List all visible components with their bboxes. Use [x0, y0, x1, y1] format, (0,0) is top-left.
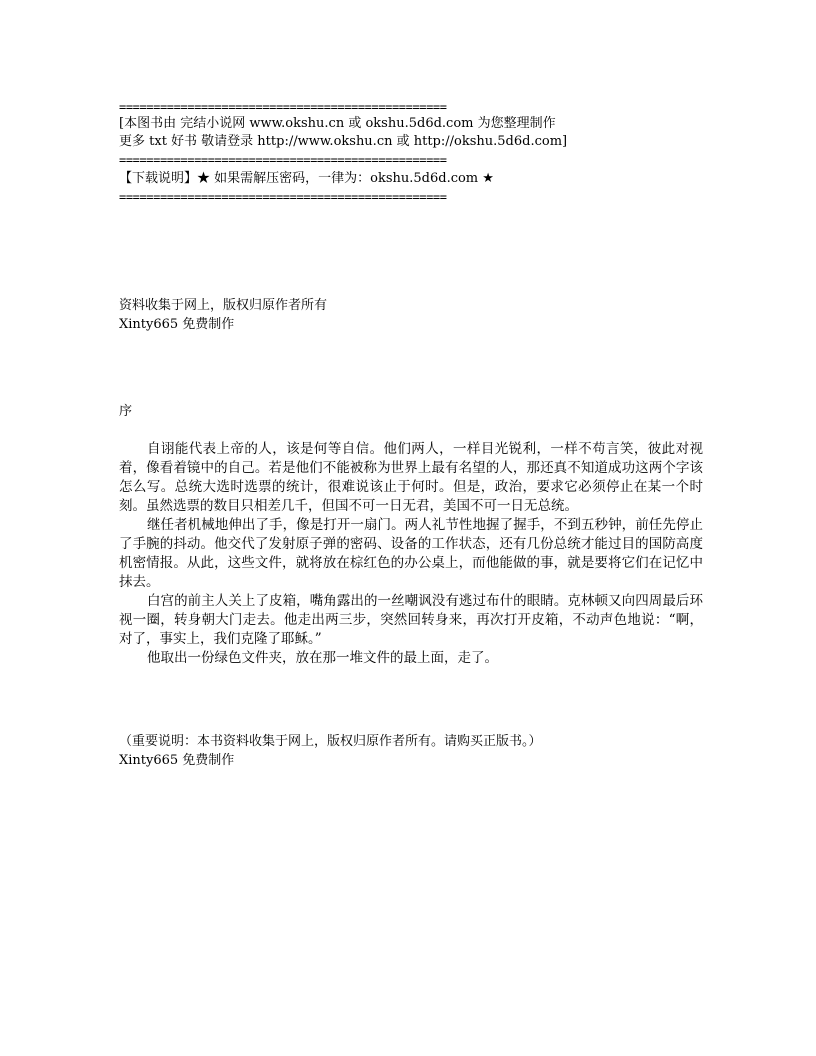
- important-notice: （重要说明：本书资料收集于网上，版权归原作者所有。请购买正版书。）: [119, 734, 542, 749]
- producer-credit-top: Xinty665 免费制作: [119, 317, 235, 332]
- preface-paragraph-1: 自诩能代表上帝的人，该是何等自信。他们两人，一样目光锐利，一样不苟言笑，彼此对视着，像看着镜中的自己。若是他们不能被称为世界上最有名望的人，那还真不知道成功这两个字该怎么写。总统大选时选票的统计，很难说该止于何时。但是，政治，要求它必须停止在某一个时刻。虽然选票的数目只相差几千，但国不可一日无君，美国不可一日无总统。: [119, 441, 703, 514]
- preface-title: 序: [119, 404, 133, 419]
- preface-paragraph-4: 他取出一份绿色文件夹，放在那一堆文件的最上面，走了。: [147, 650, 498, 666]
- preface-paragraph-2: 继任者机械地伸出了手，像是打开一扇门。两人礼节性地握了握手，不到五秒钟，前任先停止了手腕的抖动。他交代了发射原子弹的密码、设备的工作状态，还有几份总统才能过目的国防高度机密情报。从此，这些文件，就将放在棕红色的办公桌上，而他能做的事，就是要将它们在记忆中抹去。: [119, 517, 703, 590]
- header-rule-middle: ================================================: [119, 153, 447, 167]
- producer-credit-bottom: Xinty665 免费制作: [119, 753, 235, 768]
- header-source-line: [本图书由 完结小说网 www.okshu.cn 或 okshu.5d6d.com 为您整理制作: [119, 116, 556, 131]
- header-rule-bottom: ================================================: [119, 190, 447, 204]
- preface-paragraph-3: 白宫的前主人关上了皮箱，嘴角露出的一丝嘲讽没有逃过布什的眼睛。克林顿又向四周最后环视一圈，转身朝大门走去。他走出两三步，突然回转身来，再次打开皮箱，不动声色地说：“啊，对了，事实上，我们克隆了耶稣。”: [119, 593, 703, 647]
- header-website-line: 更多 txt 好书 敬请登录 http://www.okshu.cn 或 http://okshu.5d6d.com]: [119, 134, 568, 149]
- download-note: 【下载说明】★ 如果需解压密码，一律为：okshu.5d6d.com ★: [119, 171, 494, 186]
- copyright-notice-top: 资料收集于网上，版权归原作者所有: [119, 298, 328, 313]
- header-rule-top: ================================================: [119, 100, 447, 114]
